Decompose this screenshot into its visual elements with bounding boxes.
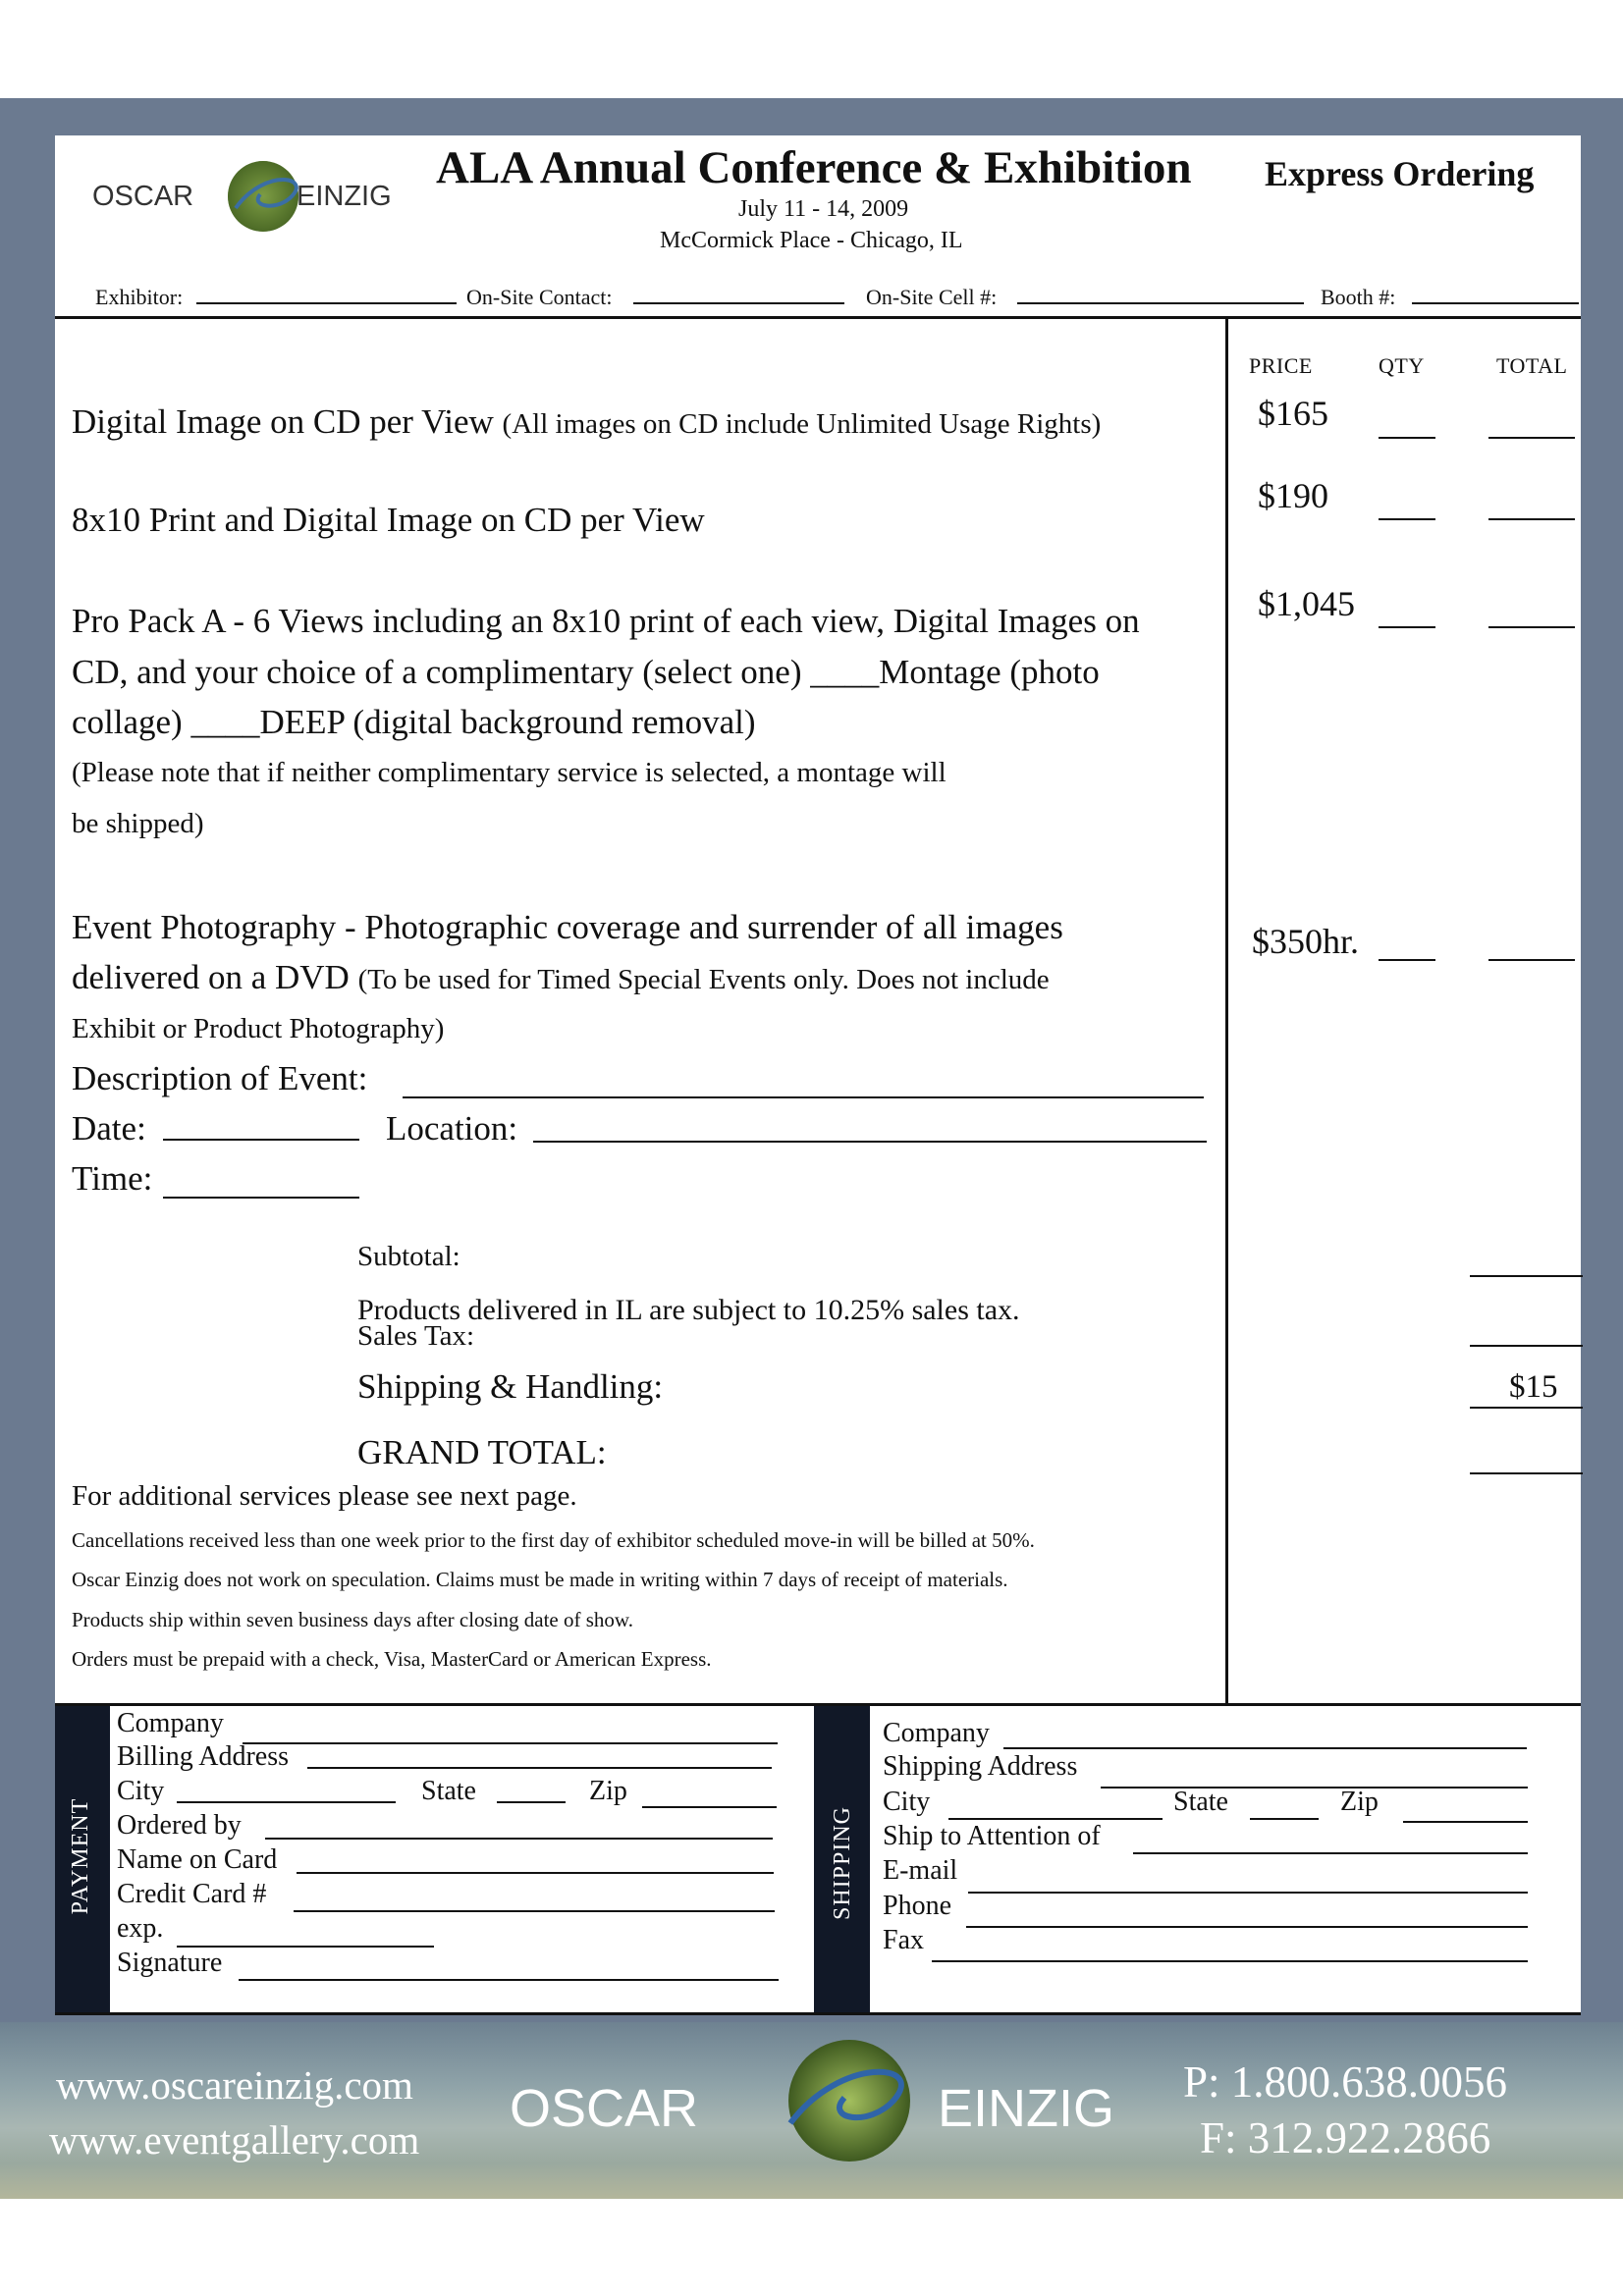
tax-note: Products delivered in IL are subject to 10.25% sales tax. — [357, 1294, 1020, 1326]
item-event-line1: Event Photography - Photographic coverage and surrender of all images — [72, 908, 1063, 946]
shipping-company-field[interactable] — [1003, 1747, 1527, 1749]
logo-oscar-text: OSCAR — [92, 181, 194, 212]
event-description-field[interactable] — [403, 1096, 1204, 1098]
item-event-total-field[interactable] — [1488, 959, 1575, 961]
footer-logo — [506, 2037, 1114, 2164]
payment-ordered-by-field[interactable] — [265, 1838, 773, 1840]
cancellation-note: Cancellations received less than one week prior to the first day of exhibitor scheduled move-in will be billed at 50%. — [72, 1528, 1035, 1552]
item-propack-price: $1,045 — [1258, 584, 1355, 623]
sales-tax-label: Sales Tax: — [357, 1320, 475, 1352]
item-event-line2-main: delivered on a DVD — [72, 958, 350, 996]
shipping-phone-label: Phone — [883, 1891, 951, 1921]
shipping-state-label: State — [1173, 1787, 1228, 1817]
shipping-fax-field[interactable] — [932, 1960, 1528, 1962]
payment-zip-field[interactable] — [642, 1806, 777, 1808]
footer-url-oscareinzig[interactable]: www.oscareinzig.com — [56, 2062, 413, 2108]
payment-city-label: City — [117, 1776, 165, 1806]
item-print-qty-field[interactable] — [1379, 518, 1435, 520]
footer-logo-oscar-text: OSCAR — [510, 2079, 699, 2138]
shipping-state-field[interactable] — [1250, 1818, 1319, 1820]
payment-company-label: Company — [117, 1708, 224, 1738]
shipping-zip-field[interactable] — [1403, 1821, 1528, 1823]
booth-field[interactable] — [1412, 302, 1579, 304]
payment-credit-card-label: Credit Card # — [117, 1879, 267, 1909]
item-propack-total-field[interactable] — [1488, 626, 1575, 628]
header-divider — [55, 316, 1581, 319]
shipping-handling-value: $15 — [1509, 1369, 1558, 1405]
payment-ordered-by-label: Ordered by — [117, 1810, 242, 1841]
shipping-handling-field — [1470, 1407, 1583, 1409]
payment-name-on-card-label: Name on Card — [117, 1844, 278, 1875]
item-cd-title: Digital Image on CD per View — [72, 402, 494, 441]
shipping-fax-label: Fax — [883, 1925, 924, 1955]
additional-services-note: For additional services please see next page. — [72, 1480, 577, 1512]
event-date-label: Date: — [72, 1109, 146, 1148]
shipping-time-note: Products ship within seven business days after closing date of show. — [72, 1608, 633, 1631]
item-event-qty-field[interactable] — [1379, 959, 1435, 961]
price-column-header: PRICE — [1249, 353, 1313, 378]
item-cd-qty-field[interactable] — [1379, 437, 1435, 439]
shipping-email-label: E-mail — [883, 1855, 958, 1886]
item-event-line2 — [72, 952, 1050, 1005]
payment-state-label: State — [421, 1776, 476, 1806]
onsite-cell-label: On-Site Cell #: — [866, 285, 998, 309]
onsite-contact-label: On-Site Contact: — [466, 285, 613, 309]
payment-city-field[interactable] — [177, 1801, 396, 1803]
header-logo — [88, 157, 393, 236]
event-location-field[interactable] — [533, 1141, 1207, 1143]
footer-logo-einzig-text: EINZIG — [938, 2079, 1115, 2138]
event-venue: McCormick Place - Chicago, IL — [660, 228, 963, 253]
footer-fax: F: 312.922.2866 — [1200, 2113, 1491, 2163]
footer-url-eventgallery[interactable]: www.eventgallery.com — [49, 2117, 420, 2163]
logo-einzig-text: EINZIG — [297, 181, 392, 212]
payment-company-field[interactable] — [243, 1742, 778, 1744]
payment-billing-label: Billing Address — [117, 1741, 290, 1772]
payment-exp-label: exp. — [117, 1913, 164, 1944]
shipping-label: SHIPPING — [830, 1805, 855, 1921]
payment-credit-card-field[interactable] — [294, 1910, 775, 1912]
shipping-zip-label: Zip — [1340, 1787, 1379, 1817]
item-propack-note2: be shipped) — [72, 808, 204, 839]
exhibitor-field[interactable] — [196, 302, 457, 304]
item-cd-total-field[interactable] — [1488, 437, 1575, 439]
subtotal-field[interactable] — [1470, 1275, 1583, 1277]
item-print-name: 8x10 Print and Digital Image on CD per View — [72, 501, 705, 539]
event-dates: July 11 - 14, 2009 — [738, 196, 909, 222]
shipping-handling-label: Shipping & Handling: — [357, 1367, 664, 1406]
payment-name-on-card-field[interactable] — [297, 1872, 774, 1874]
item-propack-line1: Pro Pack A - 6 Views including an 8x10 print of each view, Digital Images on — [72, 602, 1140, 640]
price-column-divider — [1225, 319, 1228, 1703]
item-print-price: $190 — [1258, 476, 1328, 515]
item-print-total-field[interactable] — [1488, 518, 1575, 520]
event-location-label: Location: — [386, 1109, 518, 1148]
shipping-attention-field[interactable] — [1133, 1852, 1528, 1854]
item-event-line3: Exhibit or Product Photography) — [72, 1013, 445, 1044]
total-column-header: TOTAL — [1496, 353, 1568, 378]
onsite-cell-field[interactable] — [1017, 302, 1304, 304]
event-date-field[interactable] — [163, 1139, 359, 1141]
payment-billing-field[interactable] — [307, 1767, 772, 1769]
shipping-city-field[interactable] — [948, 1818, 1163, 1820]
page-title: ALA Annual Conference & Exhibition — [436, 142, 1192, 193]
item-propack-line3: collage) ____DEEP (digital background removal) — [72, 703, 756, 741]
booth-label: Booth #: — [1321, 285, 1396, 309]
shipping-email-field[interactable] — [968, 1892, 1528, 1894]
item-event-price: $350hr. — [1252, 922, 1360, 961]
shipping-address-label: Shipping Address — [883, 1751, 1078, 1782]
item-propack-qty-field[interactable] — [1379, 626, 1435, 628]
item-cd-name — [72, 397, 1101, 450]
event-time-label: Time: — [72, 1159, 153, 1198]
qty-column-header: QTY — [1379, 353, 1425, 378]
shipping-address-field[interactable] — [1101, 1787, 1528, 1789]
payment-signature-label: Signature — [117, 1948, 223, 1978]
form-bottom-rule — [55, 2012, 1581, 2015]
speculation-note: Oscar Einzig does not work on speculation. Claims must be made in writing within 7 days of receipt of materials. — [72, 1568, 1008, 1591]
subtotal-label: Subtotal: — [357, 1241, 460, 1272]
payment-label: PAYMENT — [68, 1797, 93, 1915]
shipping-phone-field[interactable] — [966, 1926, 1528, 1928]
event-description-label: Description of Event: — [72, 1059, 368, 1097]
shipping-attention-label: Ship to Attention of — [883, 1821, 1101, 1851]
item-event-line2-note: (To be used for Timed Special Events only. Does not include — [357, 964, 1050, 995]
payment-signature-field[interactable] — [239, 1979, 779, 1981]
item-cd-price: $165 — [1258, 394, 1328, 433]
event-time-field[interactable] — [163, 1197, 359, 1199]
item-cd-note: (All images on CD include Unlimited Usage Rights) — [502, 408, 1102, 440]
prepaid-note: Orders must be prepaid with a check, Visa, MasterCard or American Express. — [72, 1647, 712, 1671]
item-propack-note1: (Please note that if neither complimentary service is selected, a montage will — [72, 757, 947, 788]
sales-tax-field[interactable] — [1470, 1345, 1583, 1347]
shipping-city-label: City — [883, 1787, 931, 1817]
footer-phone: P: 1.800.638.0056 — [1183, 2057, 1508, 2107]
grand-total-label: GRAND TOTAL: — [357, 1433, 607, 1471]
item-propack-line2: CD, and your choice of a complimentary (select one) ____Montage (photo — [72, 653, 1100, 691]
shipping-company-label: Company — [883, 1718, 990, 1748]
payment-zip-label: Zip — [589, 1776, 627, 1806]
payment-state-field[interactable] — [497, 1801, 566, 1803]
exhibitor-label: Exhibitor: — [95, 285, 184, 309]
onsite-contact-field[interactable] — [633, 302, 844, 304]
express-ordering-label: Express Ordering — [1265, 154, 1535, 193]
grand-total-field[interactable] — [1470, 1472, 1583, 1474]
